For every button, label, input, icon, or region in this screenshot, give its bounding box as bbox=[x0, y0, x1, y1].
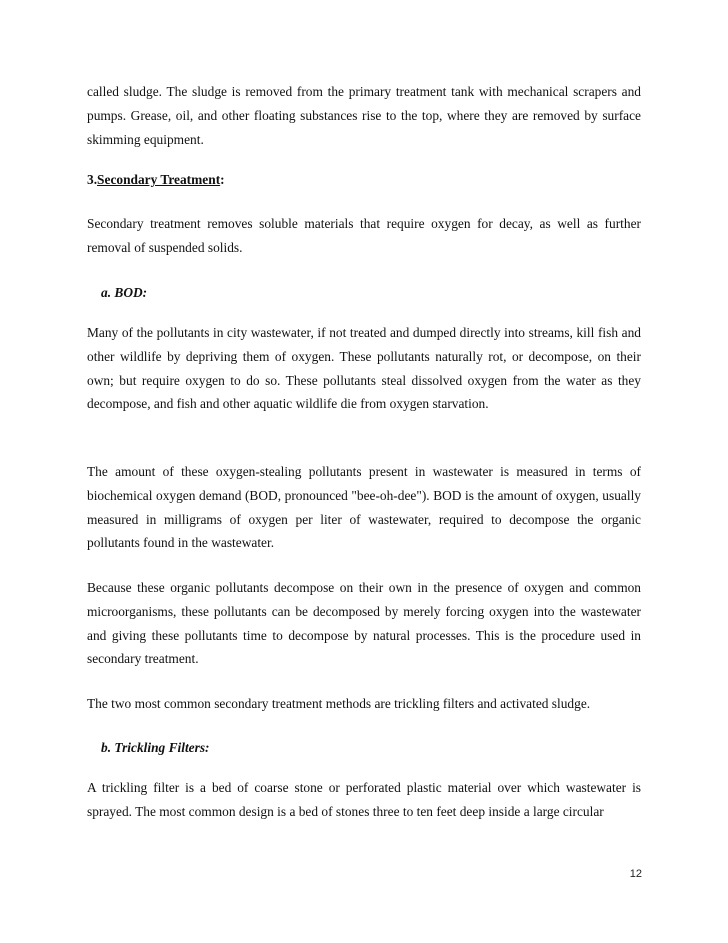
bod-paragraph-1 bbox=[87, 321, 641, 416]
intro-paragraph bbox=[87, 80, 641, 151]
intro-text: called sludge. The sludge is removed from the primary treatment tank with mechanical scrapers and pumps. Grease, oil, and other floating substances rise to the top, where they are removed by surface skimming equipment. bbox=[87, 84, 641, 147]
bod-text-2: The amount of these oxygen-stealing pollutants present in wastewater is measured in terms of biochemical oxygen demand (BOD, pronounced "bee-oh-dee"). BOD is the amount of oxygen, usually measured in milligrams of oxygen per liter of wastewater, required to decompose the organic pollutants found in the wastewater. bbox=[87, 464, 641, 551]
bod-text-3: Because these organic pollutants decompose on their own in the presence of oxygen and common microorganisms, these pollutants can be decomposed by merely forcing oxygen into the wastewater and giving these pollutants time to decompose by natural processes. This is the procedure used in secondary treatment. bbox=[87, 580, 641, 667]
bod-paragraph-3 bbox=[87, 576, 641, 671]
section-number: 3. bbox=[87, 172, 98, 187]
bod-text-1: Many of the pollutants in city wastewater, if not treated and dumped directly into streams, kill fish and other wildlife by depriving them of oxygen. These pollutants naturally rot, or decompose, on their own; but require oxygen to do so. These pollutants steal dissolved oxygen from the water as they decompose, and fish and other aquatic wildlife die from oxygen starvation. bbox=[87, 325, 641, 412]
bod-paragraph-2 bbox=[87, 460, 641, 555]
section-heading bbox=[87, 168, 641, 192]
subheading-b bbox=[87, 736, 641, 760]
section-colon: : bbox=[220, 172, 225, 187]
page-number: 12 bbox=[629, 868, 642, 880]
secondary-paragraph bbox=[87, 212, 641, 260]
section-title: Secondary Treatment bbox=[97, 172, 221, 187]
bod-paragraph-4 bbox=[87, 692, 641, 716]
subheading-trickling: b. Trickling Filters: bbox=[101, 740, 210, 755]
trickling-text: A trickling filter is a bed of coarse stone or perforated plastic material over which wastewater is sprayed. The most common design is a bed of stones three to ten feet deep inside a large circular bbox=[87, 780, 641, 819]
subheading-bod: a. BOD: bbox=[101, 285, 148, 300]
subheading-a bbox=[87, 281, 641, 305]
bod-text-4: The two most common secondary treatment methods are trickling filters and activated sludge. bbox=[87, 696, 591, 711]
trickling-paragraph bbox=[87, 776, 641, 824]
secondary-text: Secondary treatment removes soluble materials that require oxygen for decay, as well as further removal of suspended solids. bbox=[87, 216, 641, 255]
